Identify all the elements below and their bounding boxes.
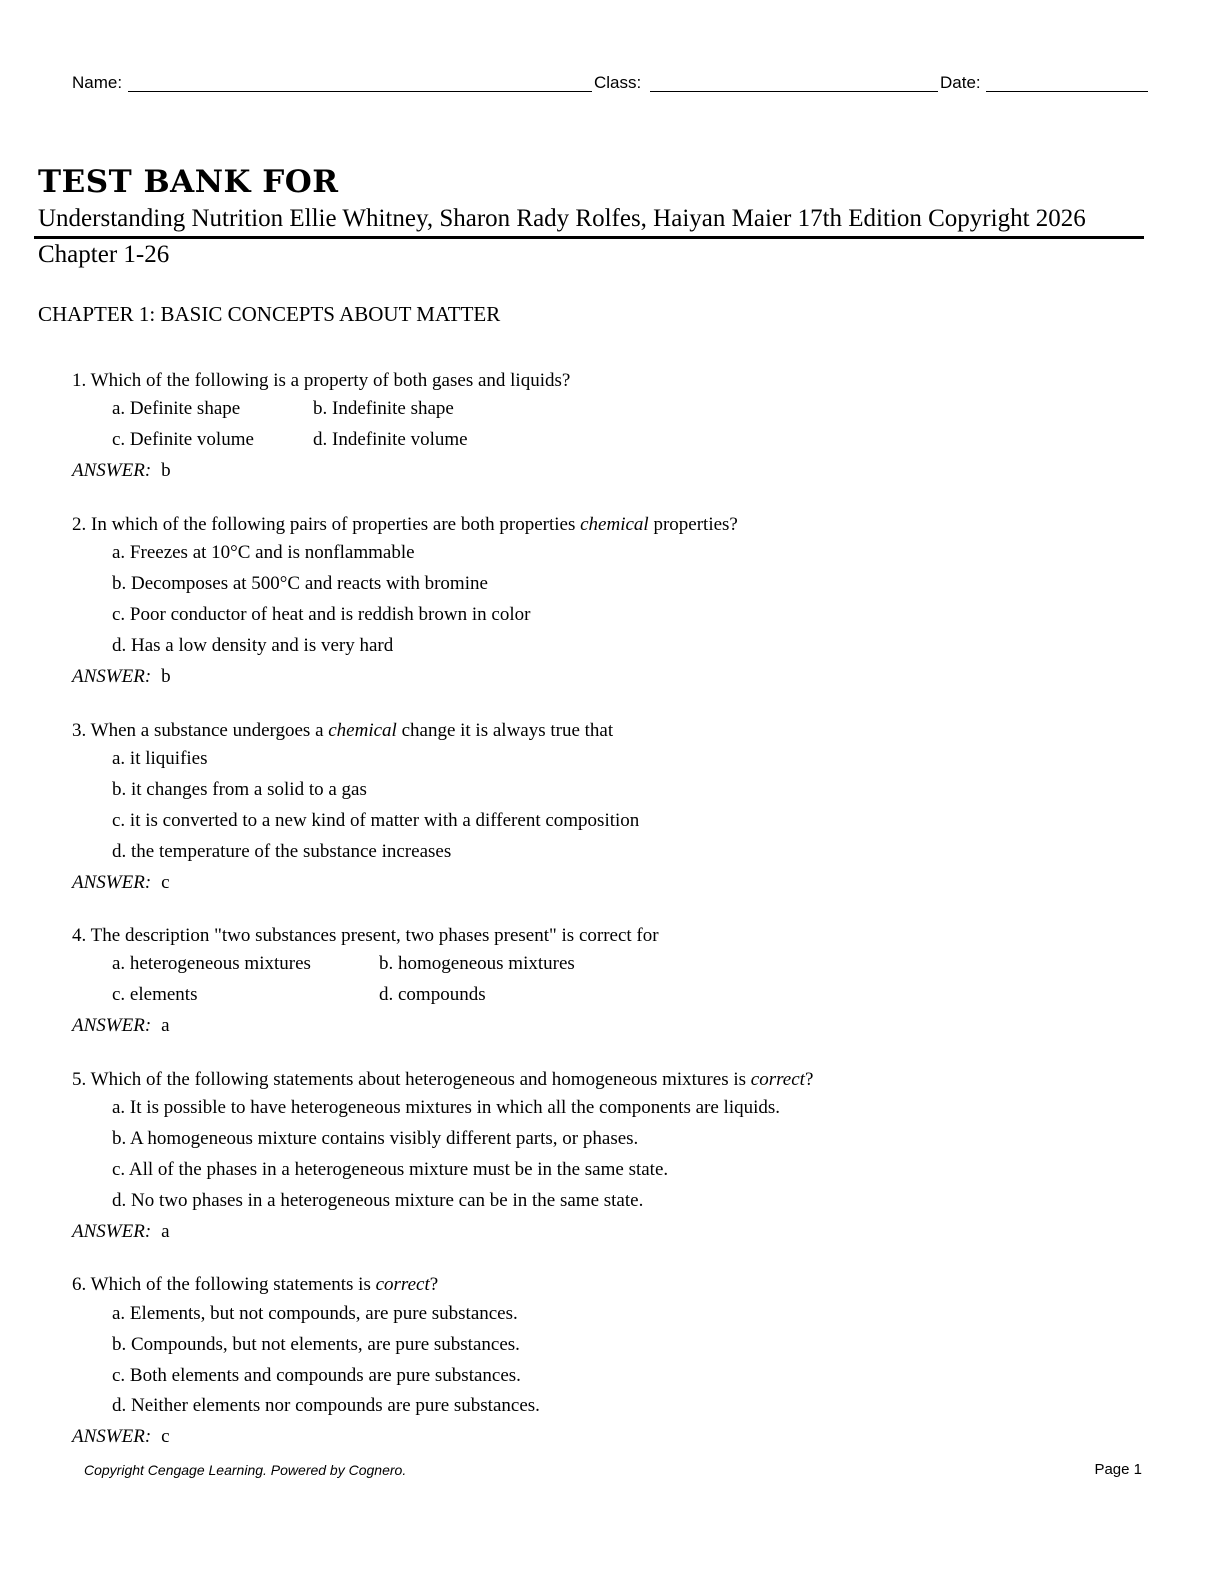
- date-field-line[interactable]: [986, 91, 1148, 92]
- chapter-heading: CHAPTER 1: BASIC CONCEPTS ABOUT MATTER: [38, 302, 501, 326]
- name-label: Name:: [72, 73, 123, 92]
- answer-line: [72, 458, 171, 484]
- option-b: b. it changes from a solid to a gas: [112, 779, 367, 800]
- date-label: Date:: [940, 73, 981, 92]
- question-stem: 3. When a substance undergoes a chemical change it is always true that: [72, 720, 614, 741]
- answer-line: [72, 1219, 170, 1245]
- option-c: c. Poor conductor of heat and is reddish brown in color: [112, 604, 531, 625]
- answer-label: ANSWER:: [72, 666, 152, 687]
- chapter-range: Chapter 1-26: [38, 241, 170, 268]
- answer-value: b: [161, 460, 171, 481]
- option-c: c. Both elements and compounds are pure substances.: [112, 1365, 521, 1386]
- question-stem: 1. Which of the following is a property of both gases and liquids?: [72, 370, 571, 391]
- option-a: a. It is possible to have heterogeneous mixtures in which all the components are liquids.: [112, 1097, 781, 1118]
- document-title: TEST BANK FOR: [38, 164, 339, 200]
- option-c: c. All of the phases in a heterogeneous mixture must be in the same state.: [112, 1159, 669, 1180]
- answer-line: [72, 664, 171, 690]
- option-b: b. A homogeneous mixture contains visibly different parts, or phases.: [112, 1128, 639, 1149]
- option-a: a. it liquifies: [112, 748, 208, 769]
- question-stem: 2. In which of the following pairs of properties are both properties chemical properties?: [72, 514, 738, 535]
- option-d: d. No two phases in a heterogeneous mixture can be in the same state.: [112, 1190, 644, 1211]
- name-field-line[interactable]: [128, 91, 592, 92]
- answer-line: [72, 1424, 170, 1450]
- option-a: a. heterogeneous mixtures: [112, 953, 311, 974]
- book-subtitle: Understanding Nutrition Ellie Whitney, Sharon Rady Rolfes, Haiyan Maier 17th Edition Copyright 2026: [38, 205, 1086, 232]
- option-c: c. Definite volume: [112, 429, 254, 450]
- answer-label: ANSWER:: [72, 1015, 152, 1036]
- answer-label: ANSWER:: [72, 1221, 152, 1242]
- option-b: b. homogeneous mixtures: [379, 953, 575, 974]
- page-number: Page 1: [1094, 1461, 1142, 1478]
- option-c: c. it is converted to a new kind of matter with a different composition: [112, 810, 640, 831]
- option-b: b. Compounds, but not elements, are pure substances.: [112, 1334, 520, 1355]
- question-stem: 4. The description "two substances present, two phases present" is correct for: [72, 925, 659, 946]
- answer-value: c: [161, 1426, 170, 1447]
- answer-value: a: [161, 1015, 170, 1036]
- title-divider: [34, 236, 1144, 239]
- option-d: d. Neither elements nor compounds are pure substances.: [112, 1395, 540, 1416]
- option-c: c. elements: [112, 984, 198, 1005]
- option-a: a. Definite shape: [112, 398, 241, 419]
- option-a: a. Freezes at 10°C and is nonflammable: [112, 542, 415, 563]
- answer-label: ANSWER:: [72, 1426, 152, 1447]
- option-d: d. the temperature of the substance increases: [112, 841, 452, 862]
- answer-line: [72, 870, 170, 896]
- option-d: d. compounds: [379, 984, 486, 1005]
- option-a: a. Elements, but not compounds, are pure substances.: [112, 1303, 518, 1324]
- option-b: b. Decomposes at 500°C and reacts with bromine: [112, 573, 488, 594]
- option-d: d. Has a low density and is very hard: [112, 635, 394, 656]
- answer-label: ANSWER:: [72, 872, 152, 893]
- answer-value: b: [161, 666, 171, 687]
- class-field-line[interactable]: [650, 91, 938, 92]
- footer-copyright: Copyright Cengage Learning. Powered by Cognero.: [84, 1462, 407, 1478]
- option-d: d. Indefinite volume: [313, 429, 468, 450]
- option-b: b. Indefinite shape: [313, 398, 454, 419]
- question-stem: 6. Which of the following statements is correct?: [72, 1274, 439, 1295]
- answer-value: c: [161, 872, 170, 893]
- student-info-header: [72, 72, 1148, 96]
- answer-line: [72, 1013, 170, 1039]
- class-label: Class:: [594, 73, 642, 92]
- answer-label: ANSWER:: [72, 460, 152, 481]
- answer-value: a: [161, 1221, 170, 1242]
- question-stem: 5. Which of the following statements about heterogeneous and homogeneous mixtures is correct?: [72, 1069, 814, 1090]
